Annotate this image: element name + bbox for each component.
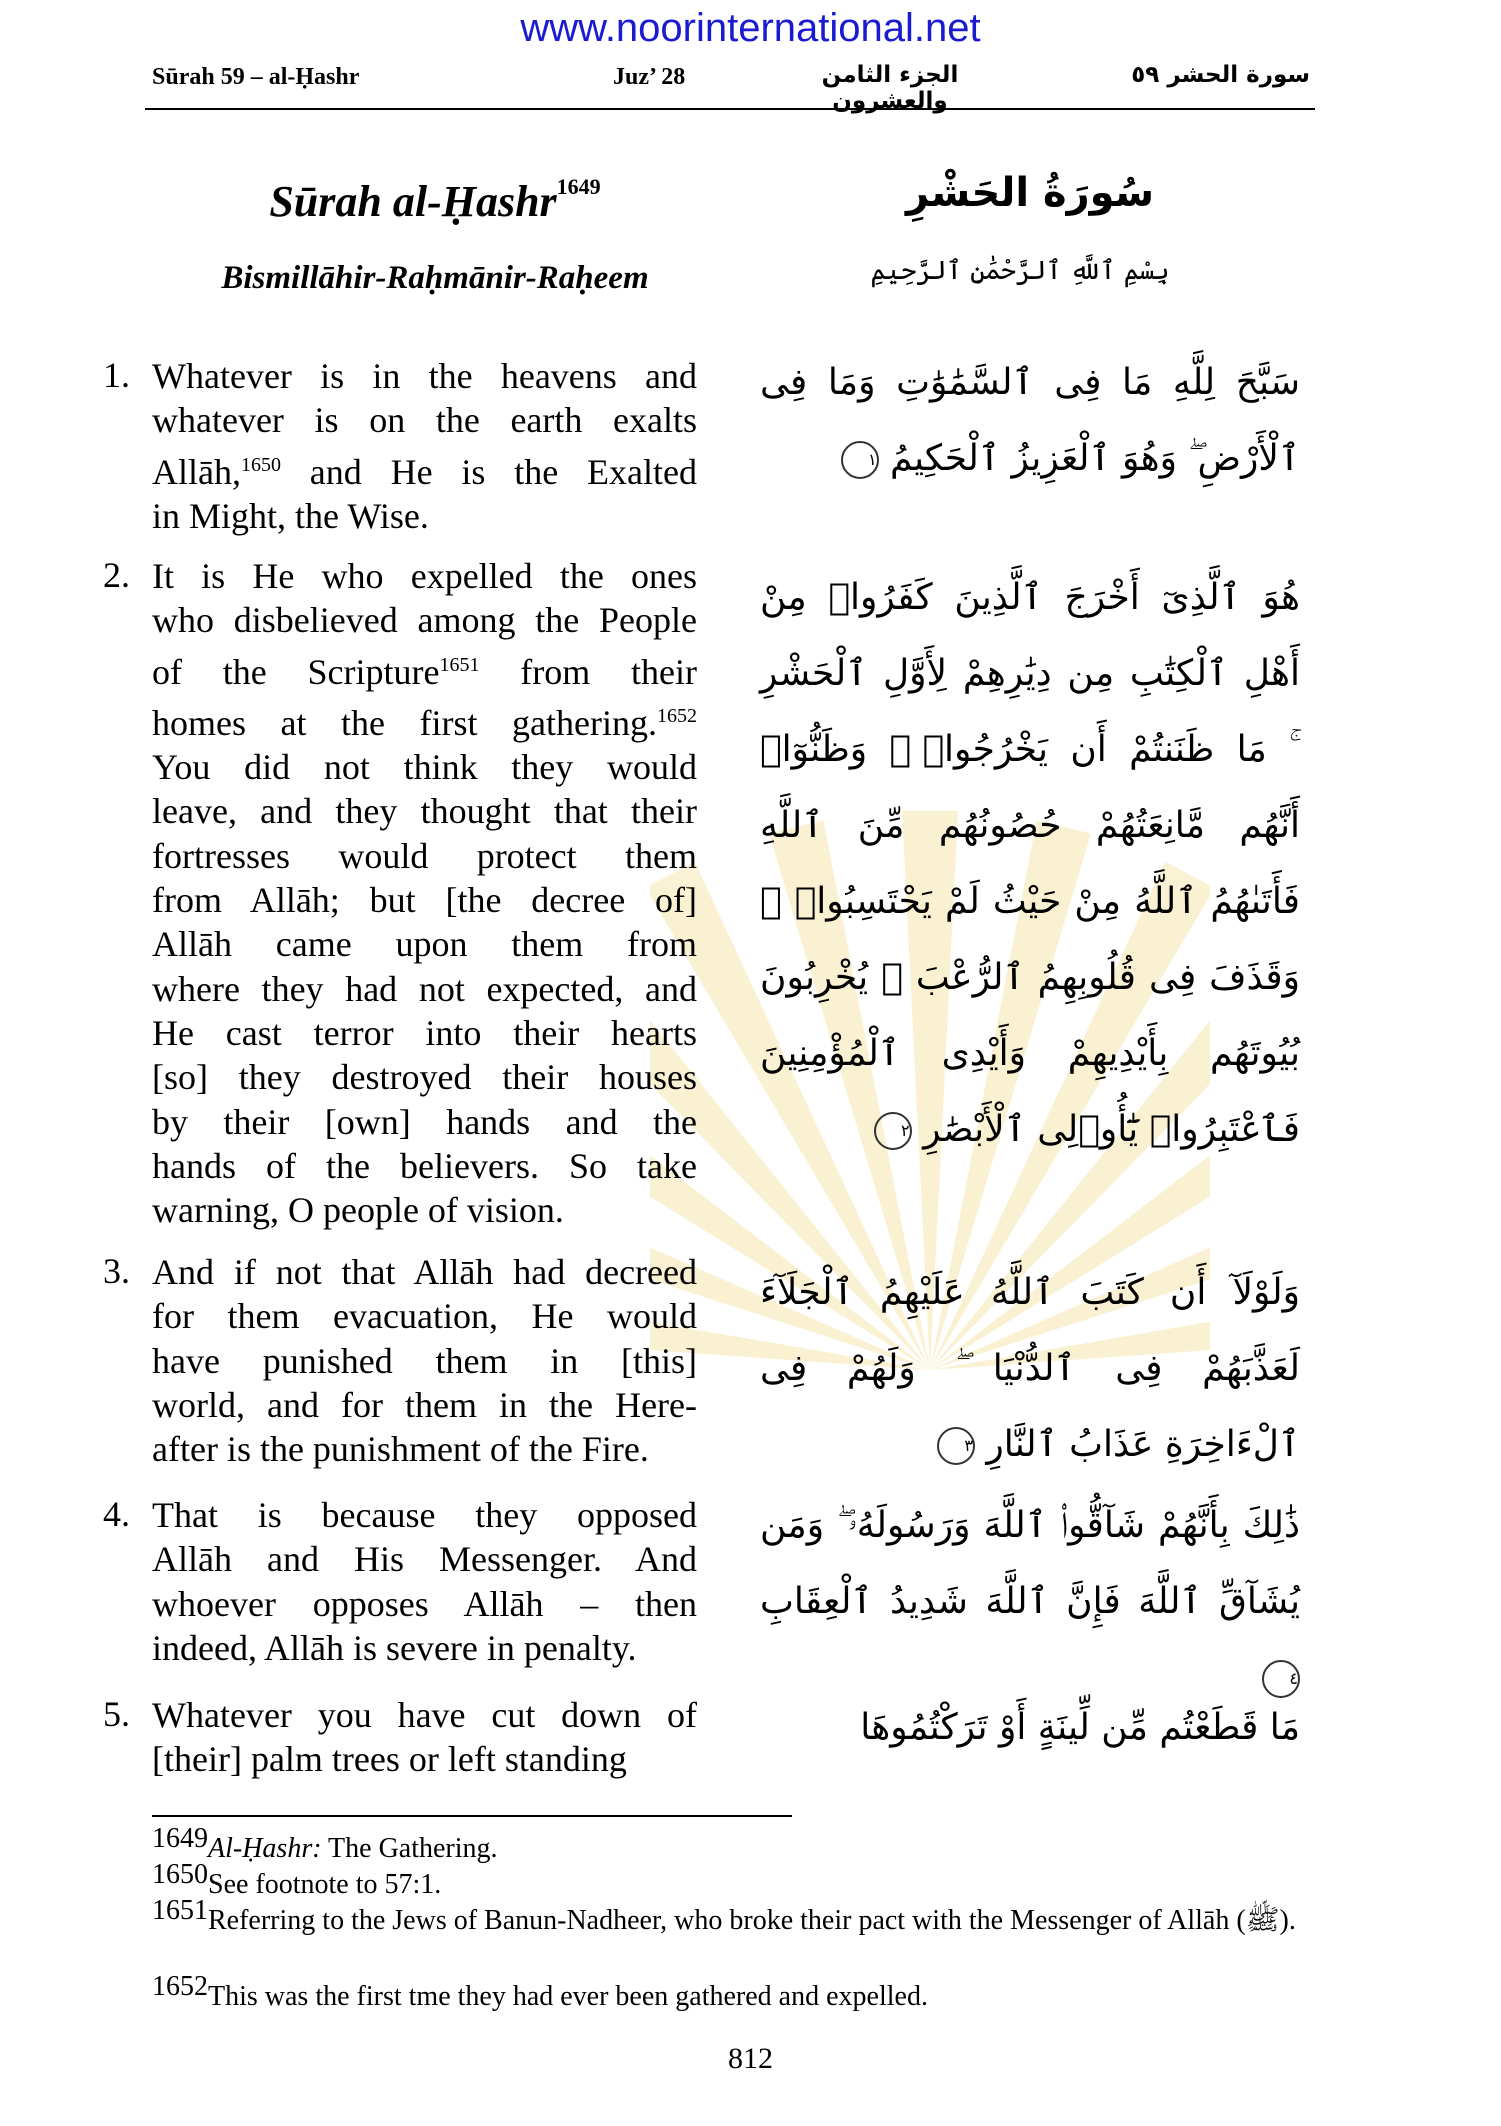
verse-line: in Might, the Wise.: [152, 495, 429, 536]
verse-line: And if not that Allāh had decreed: [152, 1252, 697, 1292]
verse-line: It is He who expelled the ones: [152, 556, 697, 596]
footnote-text: Referring to the Jews of Banun-Nadheer, who broke their pact with the Messenger of Allāh (ﷺ).: [208, 1905, 1296, 1936]
footnote-ref: 1650: [240, 453, 281, 476]
verse-line: have punished them in [this]: [152, 1340, 697, 1381]
bismillah-arabic: بِسْمِ ٱللَّهِ ٱلرَّحْمَٰنِ ٱلرَّحِيمِ: [870, 256, 1170, 286]
verse-number: 1.: [103, 355, 130, 395]
footnote-ref: 1649: [556, 174, 601, 199]
verse-arabic-text: ذَٰلِكَ بِأَنَّهُمْ شَآقُّوا۟ ٱللَّهَ وَرَسُولَهُۥ ۖ وَمَن يُشَآقِّ ٱللَّهَ فَإِنَّ ٱللَّهَ شَدِيدُ ٱلْعِقَابِ: [760, 1505, 1300, 1622]
verse-line: from Allāh; but [the decree of]: [152, 880, 697, 921]
verse-line: for them evacuation, He would: [152, 1296, 697, 1337]
page-number: 812: [728, 2042, 773, 2075]
footnote-text: See footnote to 57:1.: [208, 1869, 442, 1900]
site-url[interactable]: www.noorinternational.net: [520, 6, 981, 50]
verse-arabic: [760, 1690, 1300, 1766]
surah-title-arabic: سُورَةُ الحَشْرِ: [905, 170, 1155, 216]
footnote: [152, 1971, 1312, 2014]
verse-text: [152, 1493, 697, 1670]
verse-arabic: [760, 345, 1300, 497]
verse-text: [152, 1693, 697, 1782]
verse-arabic-text: هُوَ ٱلَّذِىٓ أَخْرَجَ ٱلَّذِينَ كَفَرُوا۟ مِنْ أَهْلِ ٱلْكِتَٰبِ مِن دِيَٰرِهِمْ لِأَوَّلِ ٱلْحَشْرِ ۚ مَا ظَنَنتُمْ أَن يَخْرُجُوا۟ ۖ وَظَنُّوٓا۟ أَنَّهُم مَّانِعَتُهُمْ حُصُونُهُم مِّنَ ٱللَّهِ فَأَتَىٰهُمُ ٱللَّهُ مِنْ حَيْثُ لَمْ يَحْتَسِبُوا۟ ۖ وَقَذَفَ فِى قُلُوبِهِمُ ٱلرُّعْبَ ۚ يُخْرِبُونَ بُيُوتَهُم بِأَيْدِيهِمْ وَأَيْدِى ٱلْمُؤْمِنِينَ فَٱعْتَبِرُوا۟ يَٰٓأُو۟لِى ٱلْأَبْصَٰرِ: [760, 577, 1300, 1150]
verse-line: of the Scripture$^{1651}$ from their: [152, 651, 697, 692]
verse-line: Allāh came upon them from: [152, 924, 697, 965]
verse-line: hands of the believers. So take: [152, 1145, 697, 1186]
verse-arabic: [760, 1488, 1300, 1716]
header-surah-name: Sūrah 59 – al-Ḥashr: [152, 64, 360, 90]
verse-line: by their [own] hands and the: [152, 1101, 697, 1142]
verse-arabic: [760, 560, 1300, 1168]
verse-line: warning, O people of vision.: [152, 1190, 564, 1231]
header-surah-arabic: سورة الحشر ٥٩: [1131, 62, 1310, 88]
footnote-term: Al-Ḥashr:: [208, 1833, 322, 1864]
ayah-number-icon: ١: [841, 441, 879, 479]
surah-title-text: Sūrah al-Ḥashr: [269, 177, 557, 226]
verse-line: homes at the first gathering.$^{1652}$: [152, 702, 697, 743]
verse-number: 5.: [103, 1694, 130, 1734]
footnote-ref: 1652: [657, 704, 697, 727]
verse-line: Allāh,$^{1650}$ and He is the Exalted: [152, 451, 697, 492]
ayah-number-icon: ٣: [937, 1427, 975, 1465]
footnote-text: The Gathering.: [321, 1833, 498, 1864]
ayah-number-icon: ٢: [874, 1112, 912, 1150]
footnote: [152, 1859, 1312, 1902]
verse-number: 3.: [103, 1251, 130, 1291]
verse-line: where they had not expected, and: [152, 968, 697, 1009]
verse-line: He cast terror into their hearts: [152, 1012, 697, 1053]
verse-line: You did not think they would: [152, 747, 697, 788]
verse-line: fortresses would protect them: [152, 835, 697, 876]
header-juz: Juz’ 28: [613, 64, 686, 90]
verse-line: Whatever you have cut down of: [152, 1695, 697, 1735]
ayah-number-icon: ٤: [1262, 1660, 1300, 1698]
verse-line: whatever is on the earth exalts: [152, 400, 697, 441]
verse-arabic-text: مَا قَطَعْتُم مِّن لِّينَةٍ أَوْ تَرَكْتُمُوهَا: [860, 1707, 1300, 1748]
verse-text: [152, 554, 697, 1232]
footnote: [152, 1823, 1312, 1866]
verse-number: 4.: [103, 1494, 130, 1534]
footnote-number: 1651: [152, 1895, 208, 1926]
verse-arabic-text: سَبَّحَ لِلَّهِ مَا فِى ٱلسَّمَٰوَٰتِ وَمَا فِى ٱلْأَرْضِ ۖ وَهُوَ ٱلْعَزِيزُ ٱلْحَكِيمُ: [760, 362, 1300, 479]
verse-line: indeed, Allāh is severe in penalty.: [152, 1627, 637, 1668]
verse-line: [so] they destroyed their houses: [152, 1057, 697, 1098]
footnote-text: This was the first tme they had ever been gathered and expelled.: [208, 1981, 928, 2012]
verse-line: That is because they opposed: [152, 1495, 697, 1535]
verse-line: Whatever is in the heavens and: [152, 356, 697, 396]
verse-arabic: [760, 1255, 1300, 1483]
verse-number: 2.: [103, 555, 130, 595]
verse-text: [152, 354, 697, 538]
verse-line: Allāh and His Messenger. And: [152, 1539, 697, 1580]
footnote-number: 1649: [152, 1823, 208, 1854]
footnote-rule: [152, 1815, 792, 1817]
bismillah-english: Bismillāhir-Raḥmānir-Raḥeem: [221, 260, 649, 296]
verse-text: [152, 1250, 697, 1471]
verse-line: [their] palm trees or left standing: [152, 1739, 627, 1780]
verse-arabic-text: وَلَوْلَآ أَن كَتَبَ ٱللَّهُ عَلَيْهِمُ ٱلْجَلَآءَ لَعَذَّبَهُمْ فِى ٱلدُّنْيَا ۖ وَلَهُمْ فِى ٱلْءَاخِرَةِ عَذَابُ ٱلنَّارِ: [760, 1272, 1300, 1465]
surah-title: [200, 174, 670, 227]
verse-line: after is the punishment of the Fire.: [152, 1429, 649, 1470]
footnote: [152, 1895, 1312, 1938]
footnote-number: 1652: [152, 1971, 208, 2002]
verse-line: world, and for them in the Here-: [152, 1384, 697, 1425]
verse-line: leave, and they thought that their: [152, 791, 697, 832]
verse-line: whoever opposes Allāh – then: [152, 1583, 697, 1624]
verse-line: who disbelieved among the People: [152, 600, 697, 641]
header-juz-arabic: الجزء الثامن والعشرون: [821, 62, 959, 114]
footnote-ref: 1651: [439, 653, 480, 676]
footnote-number: 1650: [152, 1859, 208, 1890]
header-rule: [145, 108, 1315, 110]
